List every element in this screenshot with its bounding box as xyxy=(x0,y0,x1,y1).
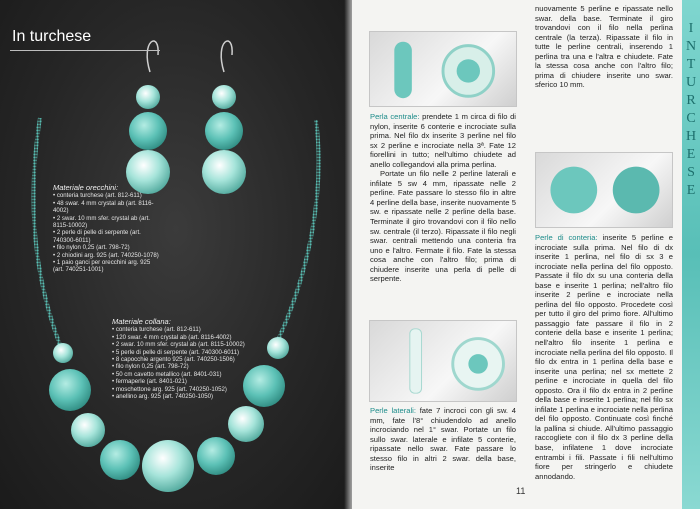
list-item: • 50 cm cavetto metallico (art. 8401-031) xyxy=(112,370,222,378)
photo-side-beads xyxy=(369,320,517,402)
side-beads-lead: Perle laterali: xyxy=(370,406,416,415)
earring-right xyxy=(202,41,246,194)
central-bead-instructions xyxy=(370,112,516,284)
photo-seed-bead-balls xyxy=(535,152,673,228)
side-title-band xyxy=(682,0,700,509)
central-bead-text-2: Portate un filo nelle 2 perline laterali e infilate 5 sw 4 mm, ripassate nelle 2 perline. Fate passare lo stesso filo in altre 4 perline della base, inserite nuovamente 5 sw. e ripassate nelle 2 perline della base. Terminate il giro trovandovi con il filo nello sw. centrale (il terzo). Ripassate il filo negli swar. centrali mettendo una conteria fra uno e l'altro. Fermate il filo. Fate la stessa cosa anche con l'altro filo; prima di chiudere inserite una perla di pelle di serpente. xyxy=(370,169,516,284)
central-bead-lead: Perla centrale: xyxy=(370,112,420,121)
list-item: • 2 chiodini arg. 925 (art. 740250-1078) xyxy=(53,251,159,259)
seed-beads-text: inserite 5 perline e incrociate sulla prima. Nel filo di dx inserite 1 perlina, nel filo di sx 3 e incrociate nella perlina del filo opposto. Passate il filo dx su una conteria della base e inserite 1 perlina; nell'altro filo inserite 2 perline e incrociate nella perlina del filo opposto. Procedete così per tutto il giro del primo fiore. All'ultimo passaggio fate passare il filo in 2 conterie della base e inserite 1 perlina; nell'altro filo inserite 1 perlina e incrociate nella perlina del filo opposto. Il filo dx entra in 1 perlina della base e inserite una perlina; nel sx mettete 2 perline e incrociate in quella del filo opposto. Ora il filo dx entra in 2 perline della base e inserite 1 perlina; nel filo sx infilate 1 perlina e incrociate nella perlina del filo opposto. Continuate così finché la pallina si chiude. All'ultimo passaggio raccogliete con il filo dx 3 perline della base, infilatene 1 dove incrociate entrambi i fili. Passate i fili nell'ultimo fiore per stringerlo e chiudete annodando. xyxy=(535,233,673,481)
list-item: • 2 swar. 10 mm sfer. crystal ab (art. 8115-10002) xyxy=(53,214,150,230)
central-bead-text: prendete 1 m circa di filo di nylon, inserite 6 conterie e incrociate sulla prima. Nel filo dx inserite 3 perline nel filo sx 2 perline e incrociate nella 3ª. Fate 12 fiorellini in tutto; nell'ultimo chiudete ad anello collegandovi alla prima perlina. xyxy=(370,112,516,169)
list-item: • 8 capocchie argento 925 (art. 740250-1506) xyxy=(112,356,235,364)
list-item: • 2 perle di pelle di serpente (art. 740300-6011) xyxy=(53,229,141,244)
list-item: • filo nylon 0,25 (art. 798-72) xyxy=(53,244,130,252)
list-item: • 120 swar. 4 mm crystal ab (art. 8116-4002) xyxy=(112,333,232,341)
list-item: • moschettone arg. 925 (art. 740250-1052) xyxy=(112,385,227,393)
necklace-strand-right xyxy=(278,120,319,340)
earring-materials-heading: Materiale orecchini: xyxy=(53,183,119,192)
right-page xyxy=(352,0,700,509)
list-item: (art. 740251-1001) xyxy=(53,266,104,274)
page-title: In turchese xyxy=(12,28,92,45)
side-beads-text: fate 7 incroci con gli sw. 4 mm, fate l'8° chiudendolo ad anello incrociando nel 1° swar. Portate un filo sullo swar. laterale e infilate 5 conterie, ripassate nello swar. Fate passare lo stesso filo in altri 2 swar. della base, inserite xyxy=(370,406,516,473)
seed-beads-instructions xyxy=(535,233,673,481)
list-item: • anellino arg. 925 (art. 740250-1050) xyxy=(112,393,214,401)
page-number: 11 xyxy=(516,486,526,496)
necklace-materials xyxy=(112,318,262,400)
photo-central-bead xyxy=(369,31,517,107)
earring-materials xyxy=(53,184,163,274)
side-beads-continued-text: nuovamente 5 perline e ripassate nello swar. della base. Terminate il giro trovandovi con il filo nella perlina centrale (la terza). Ripassate il filo in tutte le perline centrali, inserendo 1 perlina tra una e l'altra e chiudete. Fate la stessa cosa anche con l'altro filo; prima di chiudere inserite uno swar. sferico 10 mm. xyxy=(535,4,673,90)
list-item: • 5 perle di pelle di serpente (art. 740300-6011) xyxy=(112,348,240,356)
list-item: • fermaperle (art. 8401-021) xyxy=(112,378,187,386)
earring-left xyxy=(126,41,170,194)
list-item: • 2 swar. 10 mm sfer. crystal ab (art. 8115-10002) xyxy=(112,341,245,349)
side-title: I N T U R C H E S E xyxy=(685,21,697,198)
list-item: • 48 swar. 4 mm crystal ab (art. 8116-4002) xyxy=(53,199,154,215)
necklace-materials-heading: Materiale collana: xyxy=(112,317,171,326)
list-item: • conteria turchese (art. 812-611) xyxy=(53,192,142,200)
list-item: • conteria turchese (art. 812-611) xyxy=(112,326,201,334)
list-item: • 1 paio ganci per orecchini arg. 925 xyxy=(53,259,151,267)
title-divider xyxy=(10,50,160,51)
seed-beads-lead: Perle di conteria: xyxy=(535,233,598,242)
side-beads-continued xyxy=(535,4,673,90)
list-item: • filo nylon 0,25 (art. 798-72) xyxy=(112,363,189,371)
side-beads-instructions xyxy=(370,406,516,473)
